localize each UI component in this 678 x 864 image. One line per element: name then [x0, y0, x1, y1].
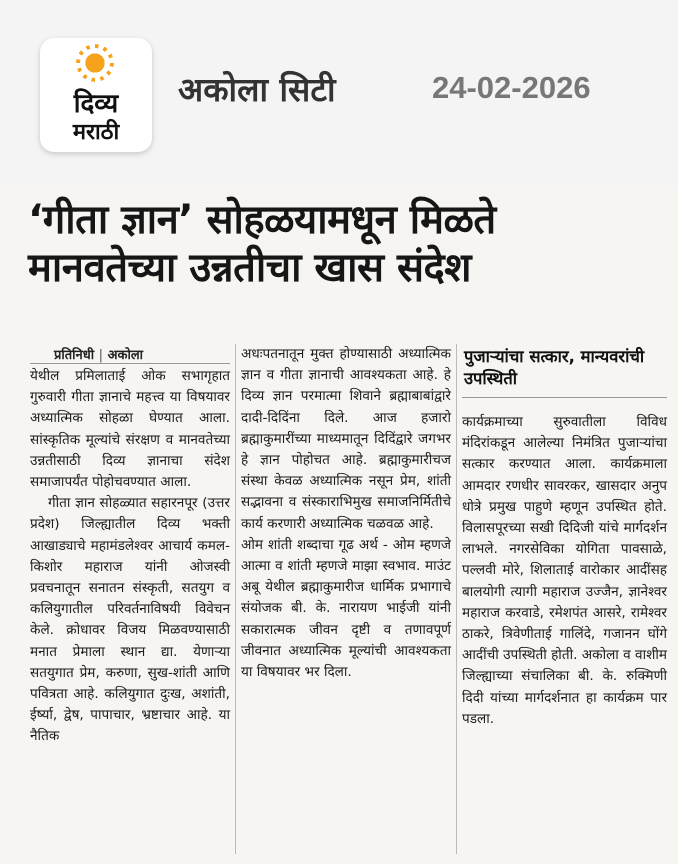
logo-line-2: मराठी — [72, 120, 120, 145]
column-1-paragraph-1: येथील प्रमिलाताई ओक सभागृहात गुरुवारी गीता ज्ञानाचे महत्त्व या विषयावर अध्यात्मिक सोहळा घेण्यात आला. सांस्कृतिक मूल्यांचे संरक्षण व मानवतेच्या उन्नतीसाठी दिव्य ज्ञानाचा संदेश समाजापर्यंत पोहोचवण्यात आला. — [30, 368, 230, 491]
edition-date: 24-02-2026 — [432, 70, 591, 105]
column-2-paragraph-1: अधःपतनातून मुक्त होण्यासाठी अध्यात्मिक ज्ञान व गीता ज्ञानाची आवश्यकता आहे. हे दिव्य ज्ञान परमात्मा शिवाने ब्रह्माबाबांद्वारे दादी-दिदिंना दिले. आज हजारो ब्रह्माकुमारींच्या माध्यमातून दिदिंद्वारे जगभर हे ज्ञान पोहोचत आहे. ब्रह्माकुमारीचज संस्था केवळ अध्यात्मिक नसून प्रेम, शांती सद्भावना व संस्काराभिमुख समाजनिर्मितीचे कार्य करणारी अध्यात्मिक चळवळ आहे. — [241, 346, 451, 532]
subheading-divider — [462, 397, 667, 398]
column-3-paragraph-1: कार्यक्रमाच्या सुरुवातीला विविध मंदिरांकडून आलेल्या निमंत्रित पुजाऱ्यांचा सत्कार करण्यात आला. कार्यक्रमाला आमदार रणधीर सावरकर, खासदार अनुप धोत्रे प्रमुख पाहुणे म्हणून उपस्थित होते. विलासपूरच्या सखी दिदिजी यांचे मार्गदर्शन लाभले. नगरसेविका योगिता पावसाळे, पल्लवी मोरे, शिलाताई वारोकार आदींसह बालयोगी त्यागी महाराज उज्जैन, ज्ञानेश्वर महाराज करवाडे, रमेशपंत आसरे, रामेश्वर ठाकरे, त्रिवेणीताई गालिंदे, गजानन घोंगे आदींची उपस्थिती होती. अकोला व वाशीम जिल्ह्याच्या संचालिका बी. के. रुक्मिणी दिदी यांच्या मार्गदर्शनात हा कार्यक्रम पार पडला. — [462, 414, 667, 727]
column-divider-2 — [456, 344, 457, 854]
column-divider-1 — [235, 344, 236, 854]
article-column-1 — [30, 366, 230, 748]
byline — [54, 345, 143, 363]
article-column-2 — [241, 344, 451, 683]
sun-icon — [80, 48, 110, 78]
byline-author: प्रतिनिधी — [54, 348, 95, 363]
divya-marathi-logo — [40, 38, 152, 152]
logo-line-1: दिव्य — [73, 89, 119, 119]
byline-separator: | — [98, 348, 104, 363]
column-1-paragraph-2: गीता ज्ञान सोहळ्यात सहारनपूर (उत्तर प्रदेश) जिल्ह्यातील दिव्य भक्ती आखाड्याचे महामंडलेश्वर आचार्य कमल-किशोर महाराज यांनी ओजस्वी प्रवचनातून सनातन संस्कृती, सतयुग व कलियुगातील परिवर्तनाविषयी विवेचन केले. क्रोधावर विजय मिळवण्यासाठी मनात प्रेमाला स्थान द्या. येणाऱ्या सतयुगात प्रेम, करुणा, सुख-शांती आणि पवित्रता आहे. कलियुगात दुःख, अशांती, ईर्ष्या, द्वेष, पापाचार, भ्रष्टाचार आहे. या नैतिक — [30, 495, 230, 745]
article-headline — [28, 196, 658, 292]
headline-line-2: मानवतेच्या उन्नतीचा खास संदेश — [28, 245, 471, 291]
edition-name: अकोला सिटी — [178, 70, 336, 109]
column-2-paragraph-2: ओम शांती शब्दाचा गूढ अर्थ - ओम म्हणजे आत्मा व शांती म्हणजे माझा स्वभाव. माउंट अबू येथील ब्रह्माकुमारीज धार्मिक प्रभागाचे संयोजक बी. के. नारायण भाईजी यांनी सकारात्मक जीवन दृष्टी व तणावपूर्ण जीवनात अध्यात्मिक मूल्यांची आवश्यकता या विषयावर भर दिला. — [241, 536, 451, 681]
headline-line-1: ‘गीता ज्ञान’ सोहळयामधून मिळते — [28, 197, 496, 243]
byline-divider — [30, 363, 230, 364]
article-subheading: पुजाऱ्यांचा सत्कार, मान्यवरांची उपस्थिती — [464, 347, 645, 388]
article-column-3 — [462, 412, 667, 730]
byline-place: अकोला — [107, 348, 144, 363]
